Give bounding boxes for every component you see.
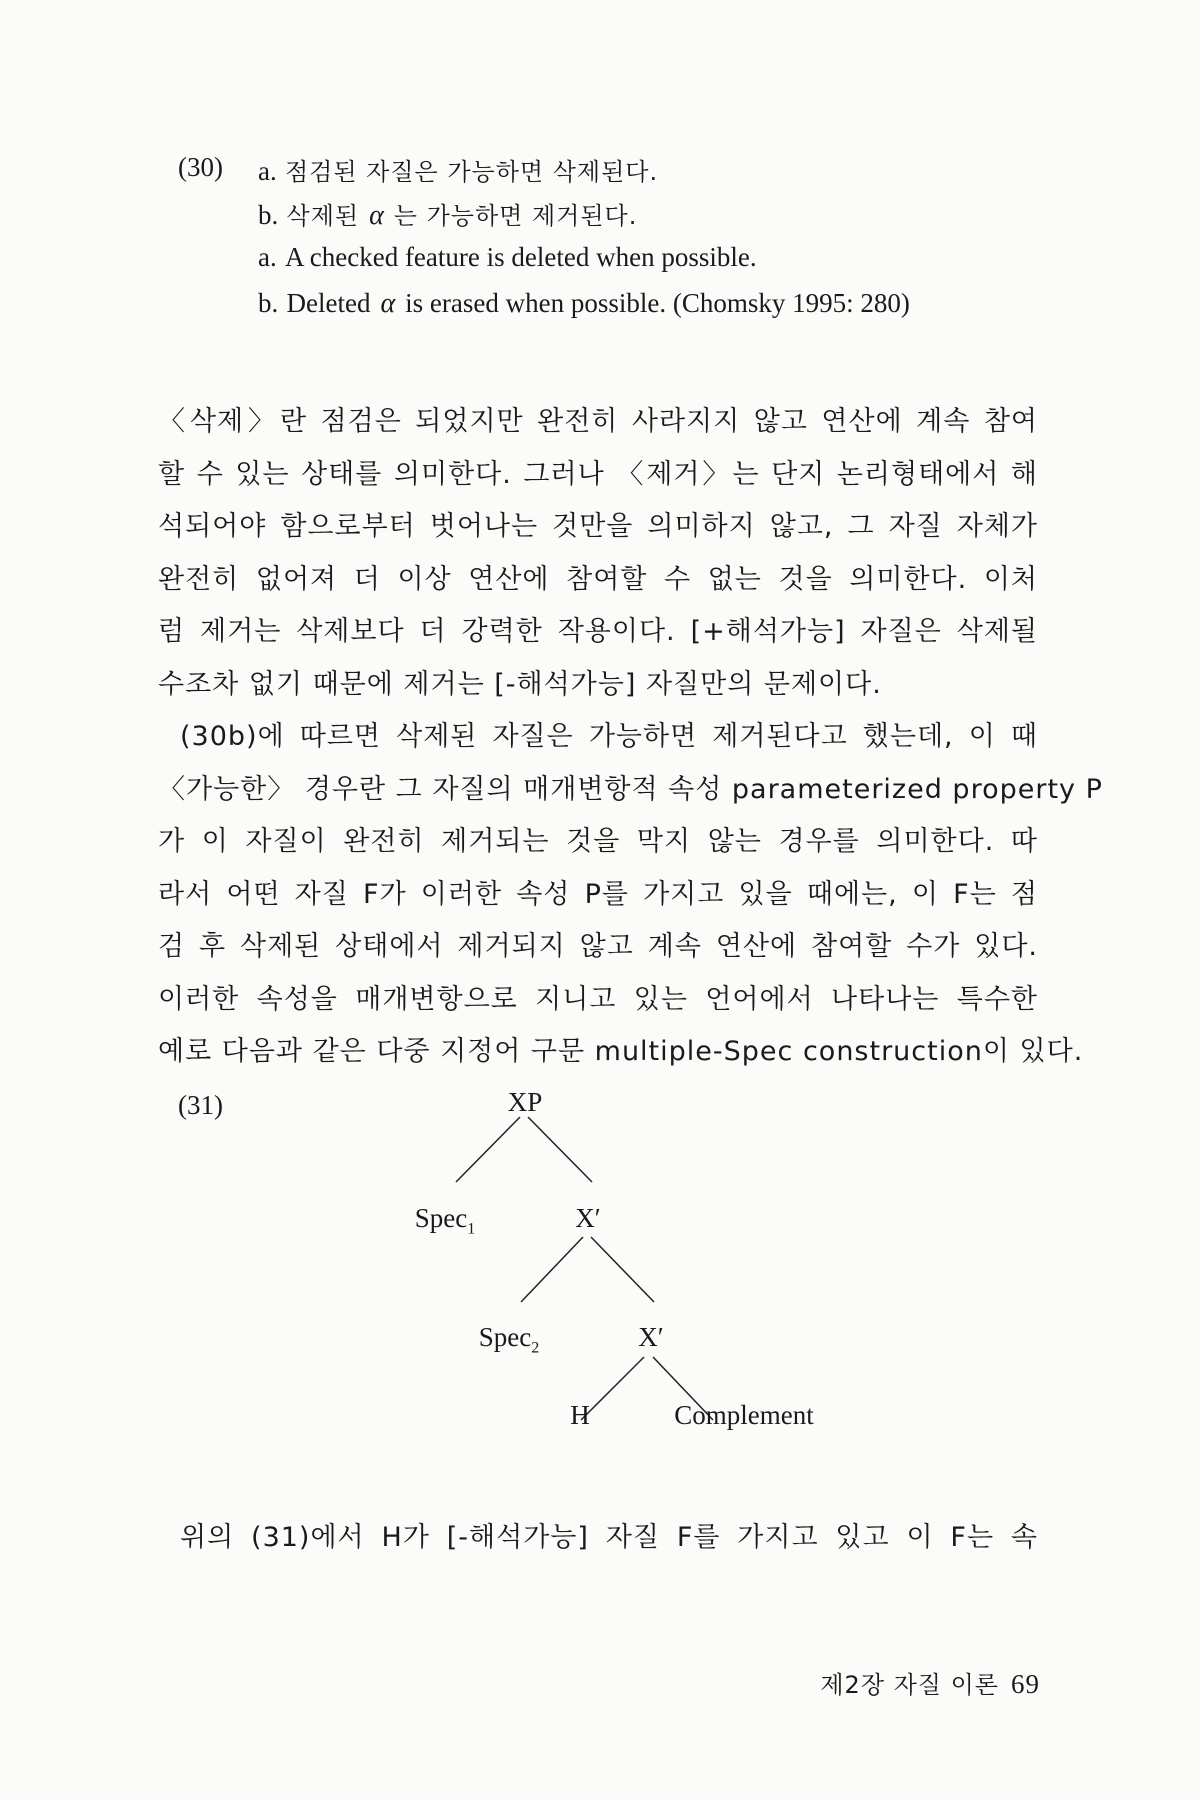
example-number: (31) — [178, 1090, 223, 1120]
example-line-b-en: b. Deleted α is erased when possible. (Chomsky 1995: 280) — [258, 288, 910, 319]
paragraph-3 — [158, 1512, 1038, 1565]
paragraph-line: 할 수 있는 상태를 의미한다. 그러나 〈제거〉는 단지 논리형태에서 해 — [158, 458, 1038, 490]
paragraph-line: 석되어야 함으로부터 벗어나는 것만을 의미하지 않고, 그 자질 자체가 — [158, 511, 1038, 542]
paragraph-line: 완전히 없어져 더 이상 연산에 참여할 수 없는 것을 의미한다. 이처 — [158, 563, 1038, 595]
node-xp: XP — [507, 1087, 543, 1117]
node-spec2: Spec$_2$ — [478, 1322, 540, 1357]
alpha-symbol: α — [380, 288, 396, 319]
paragraph-line: 〈가능한〉 경우란 그 자질의 매개변항적 속성 parameterized property P — [158, 773, 1103, 805]
branch-xp-spec1 — [456, 1117, 520, 1182]
node-head: H — [570, 1400, 590, 1430]
paragraph-line: (30b)에 따르면 삭제된 자질은 가능하면 제거된다고 했는데, 이 때 — [180, 721, 1038, 752]
page-footer — [820, 1665, 1040, 1700]
paragraph-line: 예로 다음과 같은 다중 지정어 구문 multiple-Spec construction이 있다. — [158, 1036, 1084, 1067]
branch-xbar2-head — [581, 1357, 644, 1420]
paragraph-line: 라서 어떤 자질 F가 이러한 속성 P를 가지고 있을 때에는, 이 F는 점 — [158, 878, 1038, 910]
paragraph-line: 수조차 없기 때문에 제거는 [-해석가능] 자질만의 문제이다. — [158, 668, 882, 700]
node-spec1: Spec$_1$ — [414, 1203, 476, 1238]
page-number: 69 — [1011, 1669, 1040, 1699]
chapter-title: 제2장 자질 이론 — [820, 1671, 999, 1699]
node-xbar1: X′ — [575, 1203, 601, 1233]
example-number: (30) — [178, 152, 223, 182]
alpha-symbol: α — [369, 200, 384, 231]
branch-xbar1-xbar2 — [591, 1237, 654, 1302]
example-line-a-en: a. A checked feature is deleted when possible. — [258, 242, 757, 272]
branch-xp-xbar1 — [528, 1117, 592, 1182]
paragraph-line: 〈삭제〉란 점검은 되었지만 완전히 사라지지 않고 연산에 계속 참여 — [158, 406, 1038, 437]
paragraph-line: 검 후 삭제된 상태에서 제거되지 않고 계속 연산에 참여할 수가 있다. — [158, 931, 1038, 962]
paragraph-line: 가 이 자질이 완전히 제거되는 것을 막지 않는 경우를 의미한다. 따 — [158, 826, 1038, 857]
example-line-b-ko: b. 삭제된 α 는 가능하면 제거된다. — [258, 200, 638, 231]
node-complement: Complement — [674, 1400, 814, 1430]
example-line-a-ko: a. 점검된 자질은 가능하면 삭제된다. — [258, 156, 659, 186]
paragraph-line: 위의 (31)에서 H가 [-해석가능] 자질 F를 가지고 있고 이 F는 속 — [180, 1522, 1038, 1553]
paragraph-line: 럼 제거는 삭제보다 더 강력한 작용이다. [+해석가능] 자질은 삭제될 — [158, 616, 1038, 647]
branch-xbar1-spec2 — [521, 1237, 583, 1302]
node-xbar2: X′ — [638, 1322, 664, 1352]
paragraph-line: 이러한 속성을 매개변항으로 지니고 있는 언어에서 나타나는 특수한 — [158, 983, 1038, 1015]
